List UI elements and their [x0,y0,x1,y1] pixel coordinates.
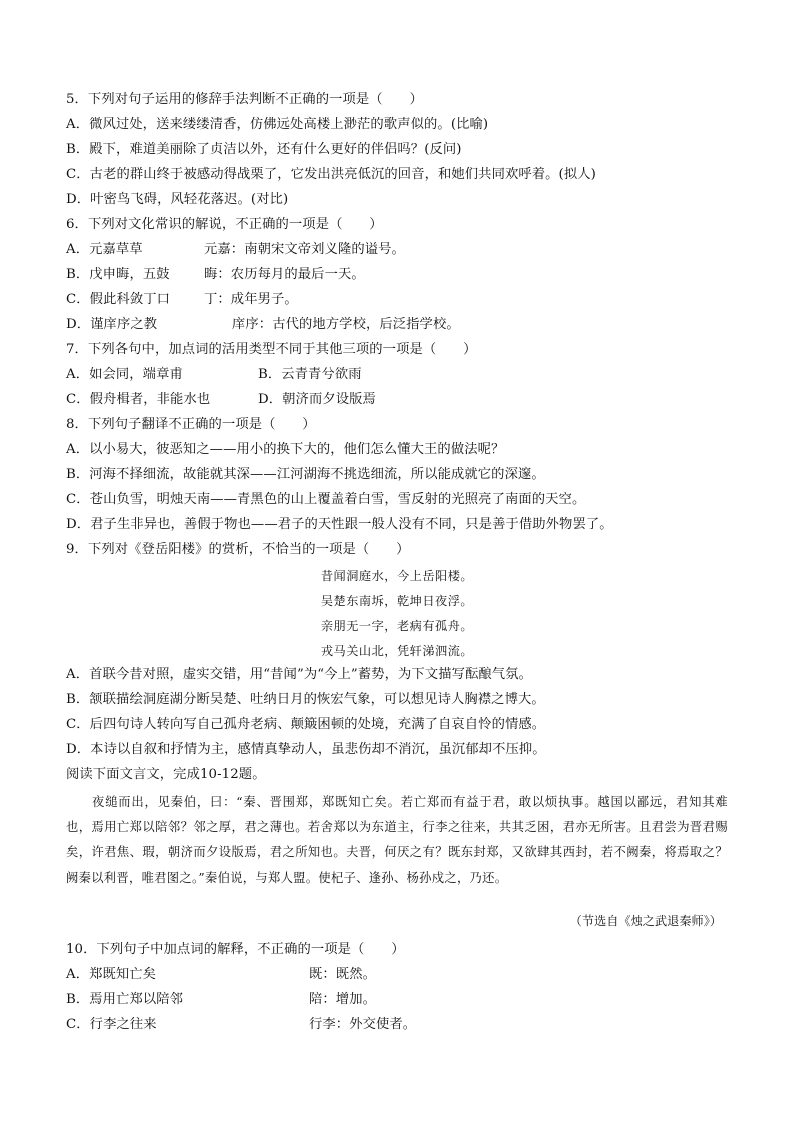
q7-option-a: A．如会同，端章甫 [66,367,183,382]
q7-option-d: D．朝济而夕设版焉 [258,392,376,407]
q6-option-d-term: D．谨庠序之教 [66,317,158,332]
q10-option-a-term: A．郑既知亡矣 [66,967,157,982]
q6-stem: 6．下列对文化常识的解说，不正确的一项是（ ） [66,217,383,232]
q6-option-c-term: C．假此科敛丁口 [66,292,171,307]
q10-stem: 10．下列句子中加点词的解释，不正确的一项是（ ） [66,942,405,957]
q7-stem: 7．下列各句中，加点词的活用类型不同于其他三项的一项是（ ） [66,342,477,357]
q8-option-d: D．君子生非异也，善假于物也——君子的天性跟一般人没有不同，只是善于借助外物罢了。 [66,517,613,532]
q10-option-c-term: C．行李之往来 [66,1017,157,1032]
q6-option-a [66,241,766,259]
q10-option-a [66,966,766,984]
q10-option-c [66,1016,766,1034]
poem-line-2: 吴楚东南坼，乾坤日夜浮。 [320,594,474,608]
q8-option-b: B．河海不择细流，故能就其深——江河湖海不挑选细流，所以能成就它的深邃。 [66,467,545,482]
q9-stem: 9．下列对《登岳阳楼》的赏析，不恰当的一项是（ ） [66,542,410,557]
q6-option-b-note: 晦：农历每月的最后一天。 [204,267,365,282]
q10-option-c-note: 行李：外交使者。 [309,1017,417,1032]
q5-option-d: D．叶密鸟飞碍，风轻花落迟。(对比) [66,192,289,207]
q6-option-b [66,266,766,284]
q9-option-d: D．本诗以自叙和抒情为主，感情真挚动人，虽悲伤却不消沉，虽沉郁却不压抑。 [66,742,546,757]
q7-option-b: B．云青青兮欲雨 [258,367,362,382]
q10-option-b-term: B．焉用亡郑以陪邻 [66,992,184,1007]
q6-option-d-note: 庠序：古代的地方学校，后泛指学校。 [232,317,460,332]
q8-option-a: A．以小易大，彼恶知之——用小的换下大的，他们怎么懂大王的做法呢？ [66,442,505,457]
q7-option-c: C．假舟楫者，非能水也 [66,392,211,407]
reading-intro: 阅读下面文言文，完成10-12题。 [66,767,266,782]
q5-stem: 5．下列对句子运用的修辞手法判断不正确的一项是（ ） [66,92,423,107]
q8-option-c: C．苍山负雪，明烛天南——青黑色的山上覆盖着白雪，雪反射的光照亮了南面的天空。 [66,492,586,507]
poem-line-4: 戎马关山北，凭轩涕泗流。 [320,644,474,658]
q6-option-d [66,316,766,334]
q10-option-a-note: 既：既然。 [309,967,376,982]
q10-option-b-note: 陪：增加。 [309,992,376,1007]
q6-option-b-term: B．戊申晦，五鼓 [66,267,170,282]
poem-line-1: 昔闻洞庭水，今上岳阳楼。 [320,569,474,583]
q6-option-a-term: A．元嘉草草 [66,242,143,257]
poem-line-3: 亲朋无一字，老病有孤舟。 [320,619,474,633]
passage-source: （节选自《烛之武退秦师》） [569,914,722,928]
q8-stem: 8．下列句子翻译不正确的一项是（ ） [66,417,316,432]
q7-options-row-2 [66,391,766,409]
q10-option-b [66,991,766,1009]
q9-option-c: C．后四句诗人转向写自己孤舟老病、颠簸困顿的处境，充满了自哀自怜的情感。 [66,717,546,732]
q5-option-b: B．殿下，难道美丽除了贞洁以外，还有什么更好的伴侣吗？(反问) [66,142,462,157]
q6-option-a-note: 元嘉：南朝宋文帝刘义隆的谥号。 [204,242,405,257]
q6-option-c [66,291,766,309]
passage-text: 夜缒而出，见秦伯，曰：“秦、晋围郑，郑既知亡矣。若亡郑而有益于君，敢以烦执事。越国以鄙远，君知其难也，焉用亡郑以陪邻？邻之厚，君之薄也。若舍郑以为东道主，行李之往来，共其乏困，君亦无所害。且君尝为晋君赐矣，许君焦、瑕，朝济而夕设版焉，君之所知也。夫晋，何厌之有？既东封郑，又欲肆其西封，若不阙秦，将焉取之？阙秦以利晋，唯君图之。”秦伯说，与郑人盟。使杞子、逢孙、杨孙戍之，乃还。 [66,795,728,885]
q7-options-row-1 [66,366,766,384]
classical-passage [66,790,728,891]
q5-option-c: C．古老的群山终于被感动得战栗了，它发出洪亮低沉的回音，和她们共同欢呼着。(拟人) [66,167,596,182]
q5-option-a: A．微风过处，送来缕缕清香，仿佛远处高楼上渺茫的歌声似的。(比喻) [66,117,489,132]
q9-option-b: B．颔联描绘洞庭湖分断吴楚、吐纳日月的恢宏气象，可以想见诗人胸襟之博大。 [66,692,545,707]
q6-option-c-note: 丁：成年男子。 [204,292,298,307]
q9-option-a: A．首联今昔对照，虚实交错，用“昔闻”为“今上”蓄势，为下文描写酝酿气氛。 [66,667,532,682]
